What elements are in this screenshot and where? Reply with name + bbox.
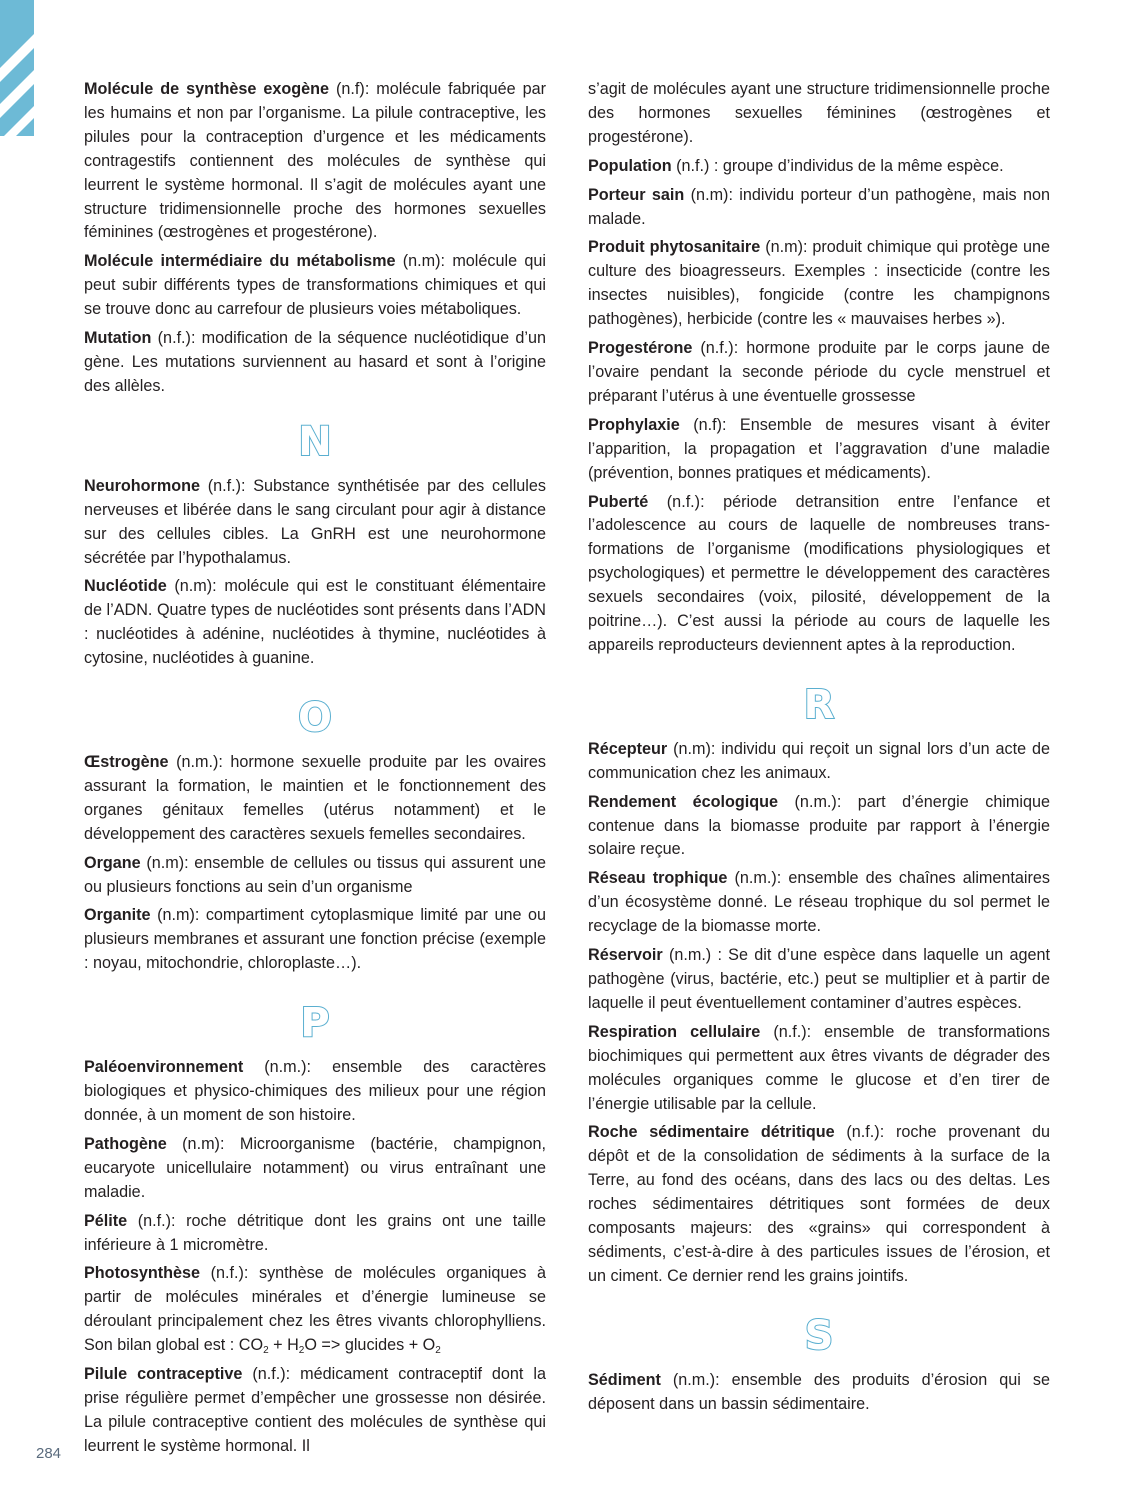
glossary-entry-roche-sedimentaire-detritique bbox=[588, 1121, 1050, 1288]
entry-term: Population bbox=[588, 156, 672, 175]
glossary-entry-produit-phytosanitaire bbox=[588, 236, 1050, 332]
entry-definition: : période detransition entre l’enfance et l’adolescence au cours de laquelle de nombreuses transformations de l’organisme (modifications physiologiques et psychologiques) et permettre le développement des caractères sexuels secondaires (voix, pilosité, développement de la poitrine…). C’est aussi la période au cours de laquelle les appareils reproducteurs deviennent aptes à la reproduction. bbox=[588, 492, 1050, 654]
entry-term: Mutation bbox=[84, 329, 152, 348]
section-letter-s bbox=[588, 1311, 1050, 1361]
glossary-entry-pilule-contraceptive bbox=[84, 1363, 546, 1459]
formula-part: O => glucides + O bbox=[304, 1336, 436, 1355]
entry-definition: : Ensemble de mesures visant à éviter l’apparition, la propagation et l’aggravation d’une maladie (prévention, bonnes pratiques et médicaments). bbox=[588, 415, 1050, 482]
entry-term: Paléoenvironnement bbox=[84, 1058, 244, 1077]
entry-term: Porteur sain bbox=[588, 185, 685, 204]
entry-gender: (n.m) bbox=[673, 739, 711, 758]
left-column bbox=[84, 78, 546, 1464]
section-letter-p bbox=[84, 998, 546, 1048]
entry-gender: (n.m) bbox=[174, 577, 213, 596]
glossary-entry-recepteur bbox=[588, 738, 1050, 786]
subscript: 2 bbox=[435, 1345, 441, 1357]
glossary-entry-rendement-ecologique bbox=[588, 791, 1050, 863]
entry-term: Nucléotide bbox=[84, 577, 167, 596]
glossary-entry-organite bbox=[84, 904, 546, 976]
entry-definition: : groupe d’individus de la même espèce. bbox=[709, 156, 1004, 175]
entry-gender: (n.f.) bbox=[210, 1264, 244, 1283]
entry-term: Prophylaxie bbox=[588, 415, 680, 434]
entry-term: Pilule contraceptive bbox=[84, 1365, 243, 1384]
entry-definition: : Substance synthétisée par des cellules nerveuses et libérée dans le sang circulant pour agir à distance sur des cellules cibles. La GnRH est une neurohormone sécrétée par l’hypothalamus. bbox=[84, 476, 546, 567]
glossary-entry-porteur-sain bbox=[588, 184, 1050, 232]
glossary-entry-progesterone bbox=[588, 337, 1050, 409]
entry-definition: : roche détritique dont les grains ont une taille inférieure à 1 micromètre. bbox=[84, 1211, 547, 1254]
glossary-entry-neurohormone bbox=[84, 475, 546, 571]
entry-term: Progestérone bbox=[588, 339, 693, 358]
right-column bbox=[588, 78, 1050, 1422]
entry-definition: : ensemble de cellules ou tissus qui assurent une ou plusieurs fonctions au sein d’un organisme bbox=[84, 853, 547, 896]
glossary-entry-puberte bbox=[588, 491, 1050, 658]
entry-gender: (n.f) bbox=[336, 80, 365, 98]
entry-definition: : médicament contraceptif dont la prise régulière permet d’empêcher une grossesse non désirée. La pilule contraceptive contient des molécules de synthèse qui leurrent le système hormonal. Il bbox=[84, 1365, 546, 1455]
entry-definition: : produit chimique qui protège une culture des bioagresseurs. Exemples : insecticide (contre les insectes nuisibles), fongicide (contre les champignons pathogènes), herbicide (contre les « mauvaises herbes »). bbox=[588, 238, 1050, 329]
entry-definition: : ensemble des chaînes alimentaires d’un écosystème donné. Le réseau trophique du sol permet le recyclage de la biomasse morte. bbox=[588, 869, 1050, 936]
entry-definition: : synthèse de molécules organiques à partir de molécules minérales et d’énergie lumineuse se déroulant principalement chez les êtres vivants chlorophylliens. Son bilan global est : CO bbox=[84, 1264, 547, 1355]
glossary-entry-sediment bbox=[588, 1369, 1050, 1417]
entry-definition: : molécule qui est le constituant élémentaire de l’ADN. Quatre types de nucléotides sont présents dans l’ADN : nucléotides à adénine, nucléotides à thymine, nucléotides à cytosine, nucléotides à guanine. bbox=[84, 577, 546, 668]
entry-definition: : individu porteur d’un pathogène, mais non malade. bbox=[588, 185, 1050, 228]
entry-term: Organe bbox=[84, 853, 141, 872]
entry-gender: (n.m) bbox=[402, 252, 441, 271]
entry-term: Sédiment bbox=[588, 1370, 661, 1389]
glossary-entry-population bbox=[588, 155, 1050, 179]
entry-definition: : Se dit d’une espèce dans laquelle un agent pathogène (virus, bactérie, etc.) peut se multiplier et à partir de laquelle il peut éventuellement contaminer d’autres espèces. bbox=[588, 946, 1050, 1012]
entry-gender: (n.m.) bbox=[734, 869, 777, 888]
glossary-entry-respiration-cellulaire bbox=[588, 1021, 1050, 1117]
continuation-text: s’agit de molécules ayant une structure tridimensionnelle proche des hormones sexuelles féminines (œstrogènes et progestérone). bbox=[588, 80, 1050, 146]
entry-term: Photosynthèse bbox=[84, 1264, 201, 1283]
entry-gender: (n.m.) bbox=[264, 1058, 307, 1077]
entry-definition: : compartiment cytoplasmique limité par une ou plusieurs membranes et assurant une fonction précise (exemple : noyau, mitochondrie, chloroplaste…). bbox=[84, 906, 546, 973]
page-number: 284 bbox=[36, 1445, 62, 1462]
glossary-entry-prophylaxie bbox=[588, 414, 1050, 486]
entry-gender: (n.f.) bbox=[846, 1123, 880, 1142]
entry-gender: (n.m) bbox=[690, 185, 729, 204]
entry-definition: : molécule qui peut subir différents types de transformations chimiques et qui se trouve donc au carrefour de plusieurs voies métaboliques. bbox=[84, 252, 546, 319]
entry-gender: (n.f) bbox=[693, 415, 722, 434]
entry-term: Molécule de synthèse exogène bbox=[84, 80, 330, 98]
entry-term: Réservoir bbox=[588, 946, 663, 965]
entry-gender: (n.m.) bbox=[672, 1370, 716, 1389]
entry-gender: (n.m) bbox=[157, 906, 195, 925]
glossary-entry-molecule-intermediaire bbox=[84, 250, 546, 322]
glossary-entry-molecule-synthese-exogene bbox=[84, 78, 546, 245]
subscript: 2 bbox=[298, 1345, 305, 1357]
entry-gender: (n.f.) bbox=[137, 1211, 172, 1230]
formula-part: + H bbox=[268, 1336, 299, 1355]
glossary-entry-organe bbox=[84, 852, 546, 900]
entry-term: Respiration cellulaire bbox=[588, 1022, 761, 1041]
entry-gender: (n.f.) bbox=[700, 339, 734, 358]
entry-definition: : roche provenant du dépôt et de la consolidation de sédiments à la surface de la Terre, au fond des océans, dans des lacs ou des deltas. Les roches sédimentaires détritiques sont formées de deux composants majeurs: des «grains» qui correspondent à sédiments, c’est-à-dire à des particules issues de l’érosion, et un ciment. Ce dernier rend les grains jointifs. bbox=[588, 1123, 1050, 1285]
entry-definition: : modification de la séquence nucléotidique d’un gène. Les mutations surviennent au hasard et sont à l’origine des allèles. bbox=[84, 329, 546, 395]
entry-definition: : Microorganisme (bactérie, champignon, eucaryote unicellulaire notamment) ou virus entraînant une maladie. bbox=[84, 1134, 546, 1201]
glossary-entry-photosynthese bbox=[84, 1262, 546, 1358]
entry-gender: (n.f.) bbox=[252, 1365, 286, 1384]
entry-gender: (n.f.) bbox=[157, 329, 191, 348]
entry-gender: (n.f.) bbox=[207, 476, 242, 495]
entry-term: Récepteur bbox=[588, 739, 668, 758]
entry-definition: : part d’énergie chimique contenue dans la biomasse produite par rapport à l’énergie solaire reçue. bbox=[588, 792, 1051, 859]
letter-o-heading: O bbox=[297, 695, 332, 742]
entry-gender: (n.f.) bbox=[676, 156, 710, 175]
glossary-entry-oestrogene bbox=[84, 751, 546, 847]
corner-stripes-decoration bbox=[0, 0, 34, 136]
entry-gender: (n.m) bbox=[146, 853, 185, 872]
glossary-entry-reservoir bbox=[588, 944, 1050, 1016]
entry-definition: : hormone produite par le corps jaune de l’ovaire pendant la seconde période du cycle menstruel et préparant l’utérus à une éventuelle grossesse bbox=[588, 339, 1051, 405]
glossary-entry-paleoenvironnement bbox=[84, 1056, 546, 1128]
glossary-entry-nucleotide bbox=[84, 575, 546, 671]
entry-gender: (n.m) bbox=[765, 238, 803, 257]
entry-gender: (n.m.) bbox=[794, 792, 837, 811]
entry-term: Pathogène bbox=[84, 1134, 167, 1153]
entry-term: Œstrogène bbox=[84, 753, 169, 772]
entry-definition: : ensemble de transformations biochimiques qui permettent aux êtres vivants de dégrader des molécules organiques comme le glucose et d’en tirer de l’énergie utilisable par la cellule. bbox=[588, 1022, 1050, 1113]
entry-gender: (n.f.) bbox=[666, 492, 701, 511]
entry-gender: (n.m.) bbox=[176, 753, 219, 772]
entry-term: Molécule intermédiaire du métabolisme bbox=[84, 252, 396, 271]
entry-definition: : molécule fabriquée par les humains et non par l’organisme. La pilule contraceptive, les pilules pour la contraception d’urgence et les médicaments contragestifs contiennent des molécules de synthèse qui leurrent le système hormonal. Il s’agit de molécules ayant une structure tridimensionnelle proche des hormones sexuelles féminines (œstrogènes et progestérone). bbox=[84, 80, 546, 242]
letter-s-heading: S bbox=[804, 1312, 834, 1359]
entry-term: Neurohormone bbox=[84, 476, 201, 495]
letter-p-heading: P bbox=[300, 1000, 330, 1047]
entry-term: Puberté bbox=[588, 492, 649, 511]
entry-gender: (n.m.) bbox=[668, 946, 712, 965]
glossary-entry-pathogene bbox=[84, 1133, 546, 1205]
section-letter-r bbox=[588, 680, 1050, 730]
section-letter-n bbox=[84, 417, 546, 467]
entry-term: Réseau trophique bbox=[588, 869, 728, 888]
letter-n-heading: N bbox=[298, 418, 332, 465]
entry-term: Produit phytosanitaire bbox=[588, 238, 761, 257]
entry-term: Organite bbox=[84, 906, 151, 925]
entry-definition: : hormone sexuelle produite par les ovaires assurant la formation, le maintien et le fonctionnement des organes génitaux femelles (utérus notamment) et le développement des caractères sexuels femelles secondaires. bbox=[84, 753, 547, 843]
glossary-entry-mutation bbox=[84, 327, 546, 399]
entry-definition: : ensemble des produits d’érosion qui se déposent dans un bassin sédimentaire. bbox=[588, 1370, 1050, 1413]
subscript: 2 bbox=[263, 1345, 269, 1357]
letter-r-heading: R bbox=[803, 681, 835, 728]
glossary-entry-reseau-trophique bbox=[588, 867, 1050, 939]
section-letter-o bbox=[84, 693, 546, 743]
glossary-entry-pelite bbox=[84, 1210, 546, 1258]
entry-gender: (n.m) bbox=[182, 1134, 220, 1153]
entry-definition: : individu qui reçoit un signal lors d’un acte de communication chez les animaux. bbox=[588, 739, 1050, 782]
glossary-continuation bbox=[588, 78, 1050, 150]
entry-gender: (n.f.) bbox=[773, 1022, 807, 1041]
entry-term: Pélite bbox=[84, 1211, 128, 1230]
entry-term: Roche sédimentaire détritique bbox=[588, 1123, 835, 1142]
entry-definition: : ensemble des caractères biologiques et physico-chimiques des milieux pour une région donnée, à un moment de son histoire. bbox=[84, 1058, 546, 1124]
entry-term: Rendement écologique bbox=[588, 792, 779, 811]
